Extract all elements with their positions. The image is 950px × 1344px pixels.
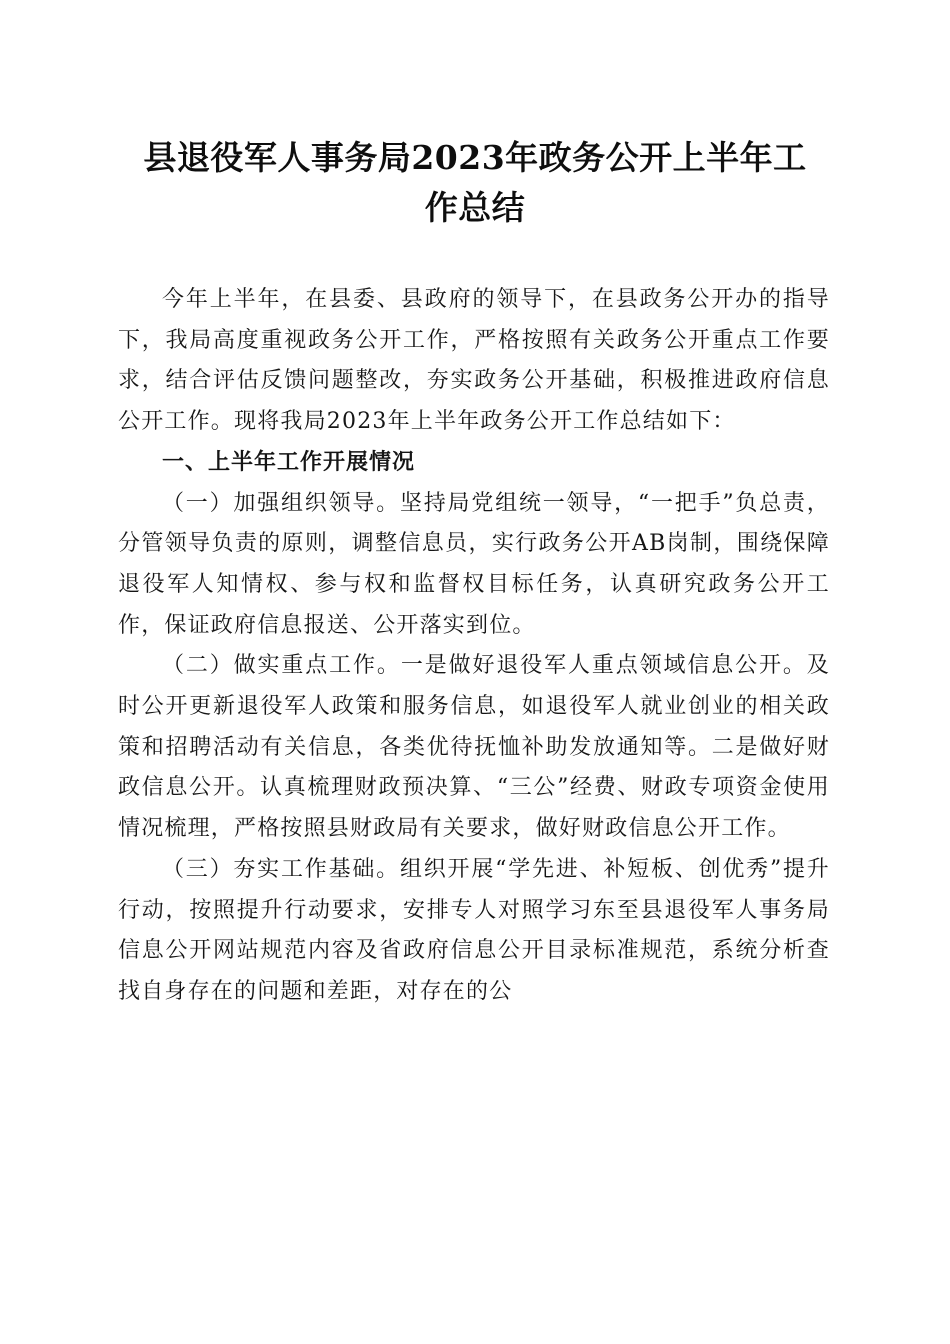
document-title [118,133,832,233]
title-line-1: 县退役军人事务局2023年政务公开上半年工 [143,138,807,177]
section-paragraph-2 [118,646,830,850]
section-paragraph-1 [118,484,830,647]
paragraph-text: 组织开展“学先进、补短板、创优秀”提升行动，按照提升行动要求，安排专人对照学习东至县退役军人事务局信息公开网站规范内容及省政府信息公开目录标准规范，系统分析查找自身存在的问题和差距，对存在的公 [118,856,830,1004]
section-heading: 一、上半年工作开展情况 [162,449,416,475]
section-paragraph-3 [118,850,830,1013]
intro-paragraph: 今年上半年，在县委、县政府的领导下，在县政务公开办的指导下，我局高度重视政务公开工作，严格按照有关政务公开重点工作要求，结合评估反馈问题整改，夯实政务公开基础，积极推进政府信息公开工作。现将我局2023年上半年政务公开工作总结如下： [118,287,830,435]
document-body [118,280,830,1013]
title-line-2: 作总结 [424,188,526,227]
paragraph-lead: （一）加强组织领导。 [162,490,400,516]
paragraph-text: 坚持局党组统一领导，“一把手”负总责，分管领导负责的原则，调整信息员，实行政务公开AB岗制，围绕保障退役军人知情权、参与权和监督权目标任务，认真研究政务公开工作，保证政府信息报送、公开落实到位。 [118,490,830,638]
paragraph-lead: （三）夯实工作基础。 [162,856,400,882]
paragraph-lead: （二）做实重点工作。 [162,653,401,679]
paragraph-text: 一是做好退役军人重点领域信息公开。及时公开更新退役军人政策和服务信息，如退役军人就业创业的相关政策和招聘活动有关信息，各类优待抚恤补助发放通知等。二是做好财政信息公开。认真梳理财政预决算、“三公”经费、财政专项资金使用情况梳理，严格按照县财政局有关要求，做好财政信息公开工作。 [118,653,830,842]
